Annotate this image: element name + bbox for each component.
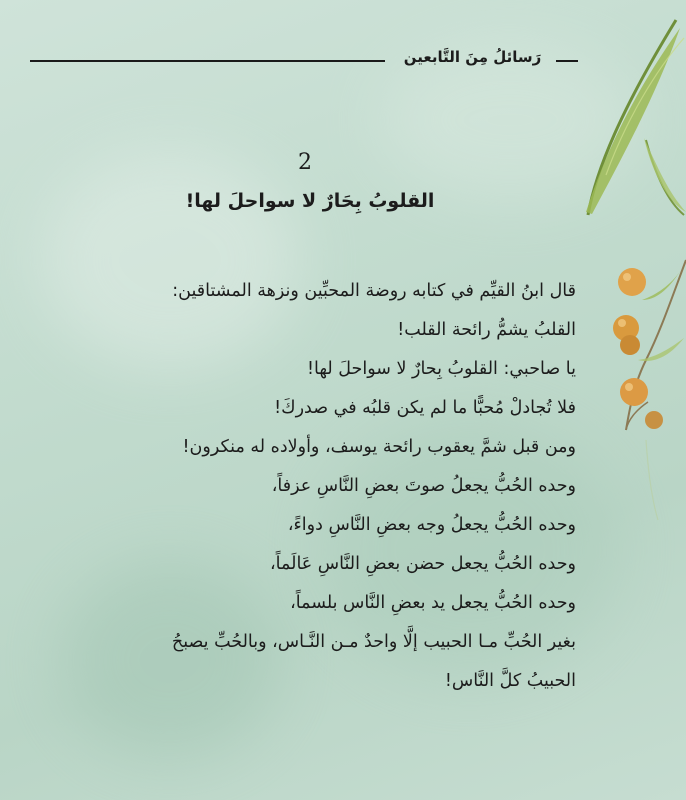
poem-text [56, 272, 576, 701]
poem-line: وحده الحُبُّ يجعلُ صوتَ بعضِ النَّاسِ عزفاً، [271, 476, 576, 496]
poem-line: قال ابنُ القيِّم في كتابه روضة المحبِّين ونزهة المشتاقين: [172, 281, 576, 301]
poem-line: فلا تُجادلْ مُحبًّا ما لم يكن قلبُه في صدركَ! [274, 398, 576, 418]
botanical-decoration [576, 0, 686, 800]
poem-line: بغير الحُبِّ مـا الحبيب إلَّا واحدٌ مـن النَّـاس، وبالحُبِّ يصبحُ [171, 632, 576, 652]
chapter-title: القلوبُ بِحَارٌ لا سواحلَ لها! [185, 190, 435, 212]
berry-icon [618, 268, 646, 296]
poem-line: وحده الحُبُّ يجعل يد بعضِ النَّاس بلسماً، [290, 593, 576, 613]
poem-line: يا صاحبي: القلوبُ بِحارٌ لا سواحلَ لها! [306, 359, 576, 379]
poem-line: وحده الحُبُّ يجعل حضن بعضِ النَّاسِ عَالَماً، [270, 554, 576, 574]
chapter-number: 2 [298, 150, 312, 175]
poem-line: وحده الحُبُّ يجعلُ وجه بعضِ النَّاسِ دواءً، [287, 515, 576, 535]
leaf-icon [644, 138, 686, 215]
leaf-icon [586, 20, 684, 215]
berry-icon [645, 411, 663, 429]
poem-line: القلبُ يشمُّ رائحة القلب! [397, 320, 576, 340]
header-title: رَسائلُ مِنَ التَّابعين [403, 48, 542, 66]
header-rule-left [30, 60, 385, 62]
poem-line: ومن قبل شمَّ يعقوب رائحة يوسف، وأولاده له منكرون! [182, 437, 576, 457]
berry-icon [620, 378, 648, 406]
header-rule-right [556, 60, 578, 62]
poem-line: الحبيبُ كلَّ النَّاس! [444, 671, 576, 691]
berry-icon [620, 335, 640, 355]
running-header [30, 48, 578, 76]
